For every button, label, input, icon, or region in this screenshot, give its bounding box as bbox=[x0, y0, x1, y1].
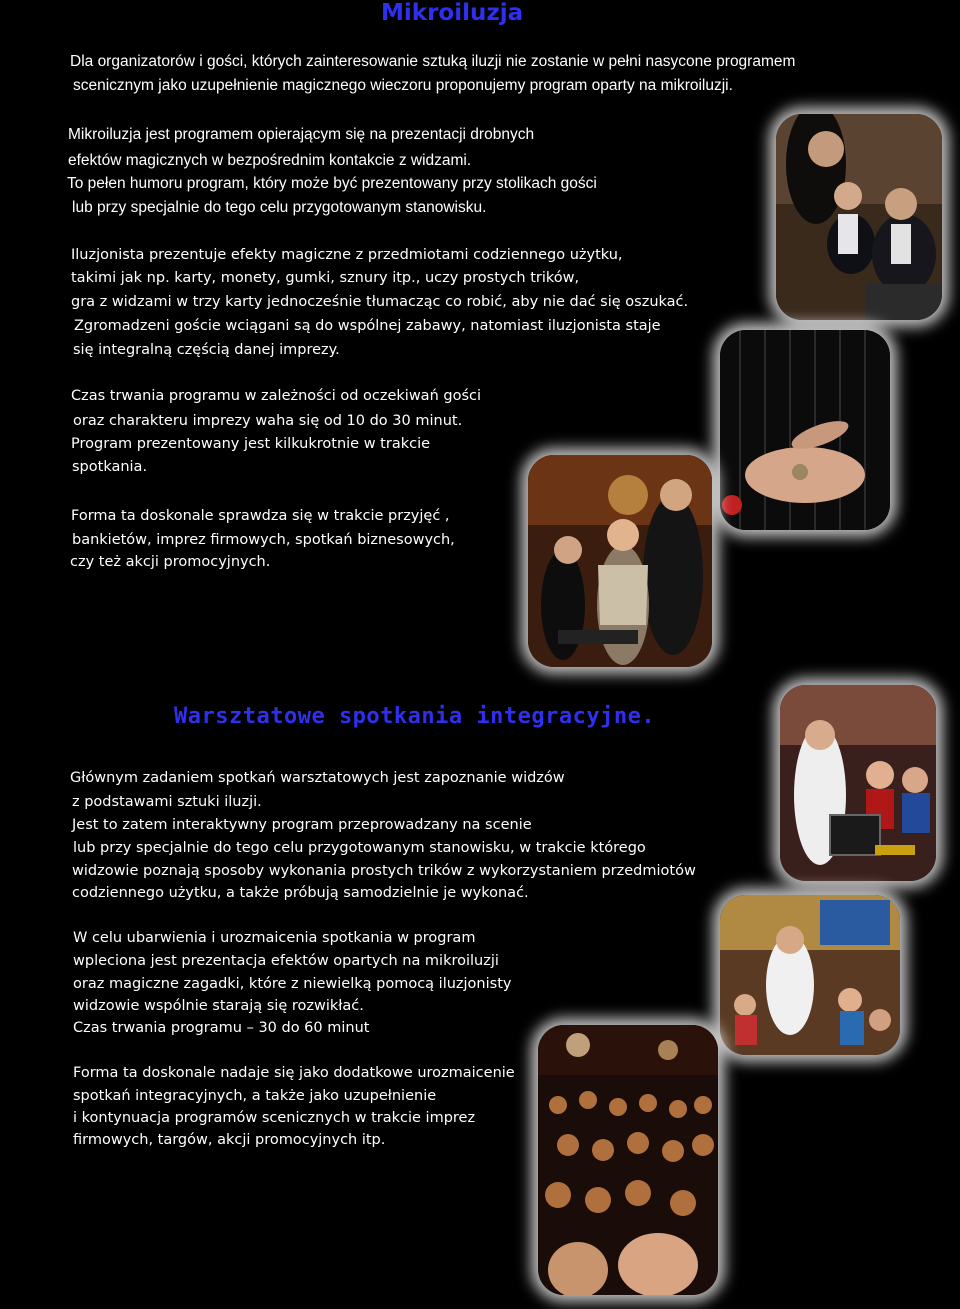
photo-table-guests bbox=[776, 114, 942, 320]
text-line: Forma ta doskonale nadaje się jako dodatkowe urozmaicenie bbox=[73, 1065, 515, 1081]
text-line: wpleciona jest prezentacja efektów opartych na mikroiluzji bbox=[73, 953, 499, 969]
text-line: widzowie wspólnie starają się rozwikłać. bbox=[73, 998, 364, 1014]
section-title: Warsztatowe spotkania integracyjne. bbox=[174, 704, 656, 729]
text-line: Forma ta doskonale sprawdza się w trakcie przyjęć , bbox=[71, 508, 450, 524]
text-line: codziennego użytku, a także próbują samodzielnie je wykonać. bbox=[72, 885, 529, 901]
text-line: Program prezentowany jest kilkukrotnie w trakcie bbox=[71, 436, 431, 452]
text-line: Czas trwania programu – 30 do 60 minut bbox=[73, 1020, 370, 1036]
photo-audience bbox=[538, 1025, 718, 1295]
text-line: oraz charakteru imprezy waha się od 10 do 30 minut. bbox=[73, 413, 463, 429]
text-line: lub przy specjalnie do tego celu przygotowanym stanowisku, w trakcie którego bbox=[73, 840, 646, 856]
text-line: z podstawami sztuki iluzji. bbox=[72, 794, 262, 810]
text-line: spotkań integracyjnych, a także jako uzupełnienie bbox=[73, 1088, 437, 1104]
text-line: Mikroiluzja jest programem opierającym się na prezentacji drobnych bbox=[68, 126, 535, 143]
text-line: oraz magiczne zagadki, które z niewielką pomocą iluzjonisty bbox=[73, 976, 512, 992]
text-line: i kontynuacja programów scenicznych w trakcie imprez bbox=[73, 1110, 476, 1126]
text-line: gra z widzami w trzy karty jednocześnie tłumacząc co robić, aby nie dać się oszukać. bbox=[71, 294, 689, 310]
text-line: scenicznym jako uzupełnienie magicznego wieczoru proponujemy program oparty na mikroiluzji. bbox=[73, 77, 733, 94]
text-line: To pełen humoru program, który może być prezentowany przy stolikach gości bbox=[67, 175, 597, 192]
text-line: W celu ubarwienia i urozmaicenia spotkania w program bbox=[73, 930, 476, 946]
text-line: Jest to zatem interaktywny program przeprowadzany na scenie bbox=[72, 817, 532, 833]
text-line: Iluzjonista prezentuje efekty magiczne z przedmiotami codziennego użytku, bbox=[71, 247, 623, 263]
text-line: Zgromadzeni goście wciągani są do wspólnej zabawy, natomiast iluzjonista staje bbox=[74, 318, 661, 334]
photo-coin-trick bbox=[720, 330, 890, 530]
text-line: spotkania. bbox=[72, 459, 148, 475]
text-line: takimi jak np. karty, monety, gumki, sznury itp., uczy prostych trików, bbox=[71, 270, 580, 286]
text-line: czy też akcji promocyjnych. bbox=[70, 554, 271, 570]
text-line: bankietów, imprez firmowych, spotkań biznesowych, bbox=[72, 532, 455, 548]
text-line: widzowie poznają sposoby wykonania prostych trików z wykorzystaniem przedmiotów bbox=[72, 863, 696, 879]
text-line: firmowych, targów, akcji promocyjnych itp. bbox=[73, 1132, 386, 1148]
text-line: Czas trwania programu w zależności od oczekiwań gości bbox=[71, 388, 481, 404]
text-line: lub przy specjalnie do tego celu przygotowanym stanowisku. bbox=[72, 199, 487, 216]
text-line: Dla organizatorów i gości, których zainteresowanie sztuką iluzji nie zostanie w pełni nasycone programem bbox=[70, 53, 796, 70]
photo-guests-standing bbox=[528, 455, 712, 667]
photo-children-show bbox=[720, 895, 900, 1055]
photo-workshop-stage bbox=[780, 685, 936, 881]
page-title: Mikroiluzja bbox=[381, 0, 524, 26]
text-line: efektów magicznych w bezpośrednim kontakcie z widzami. bbox=[68, 152, 472, 169]
text-line: Głównym zadaniem spotkań warsztatowych jest zapoznanie widzów bbox=[70, 770, 565, 786]
text-line: się integralną częścią danej imprezy. bbox=[73, 342, 340, 358]
